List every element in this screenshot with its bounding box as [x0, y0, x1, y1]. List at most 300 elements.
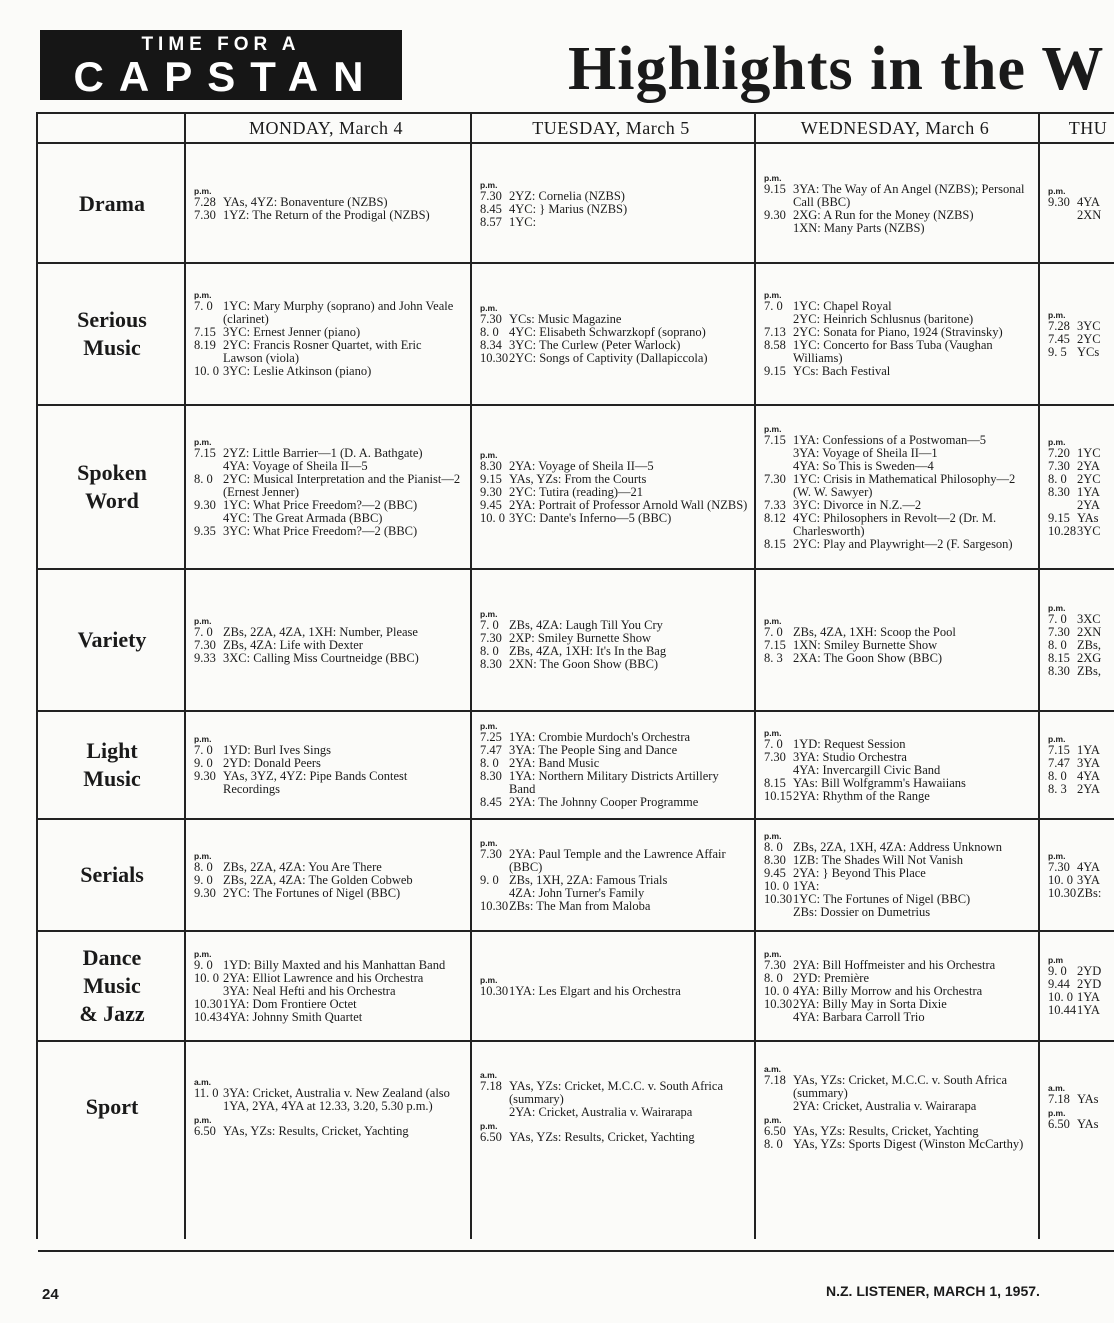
programme-time: 10.15 — [764, 788, 793, 803]
programme-text: 2XN — [1077, 624, 1102, 639]
schedule-cell — [194, 716, 464, 814]
programme-time: 8.34 — [480, 338, 502, 352]
programme-text: YCs — [1077, 344, 1100, 359]
programme-entry — [764, 1074, 1032, 1100]
category-line: Music — [83, 766, 141, 791]
programme-entry — [194, 770, 464, 796]
programme-text: YAs, YZs: Results, Cricket, Yachting — [223, 1123, 409, 1138]
row-divider — [38, 568, 1114, 570]
time-period-marker: p.m. — [480, 303, 498, 313]
programme-text: 3YA — [1077, 872, 1100, 887]
programme-text: 2XP: Smiley Burnette Show — [509, 631, 652, 645]
programme-time: 7.18 — [480, 1079, 502, 1093]
programme-entry — [194, 985, 464, 998]
programme-time: 7. 0 — [194, 743, 213, 757]
programme-text: 1YA: Crombie Murdoch's Orchestra — [509, 730, 691, 744]
programme-text: 2XG: A Run for the Money (NZBS) — [793, 208, 974, 222]
programme-entry — [764, 764, 1032, 777]
programme-text: 1XN: Smiley Burnette Show — [793, 637, 938, 652]
programme-text: ZBs, 2ZA, 4ZA, 1XH: Number, Please — [223, 624, 418, 639]
programme-entry — [194, 959, 464, 972]
programme-entry — [194, 512, 464, 525]
programme-text: 3YC: Leslie Atkinson (piano) — [223, 364, 372, 378]
schedule-cell — [480, 574, 748, 706]
programme-time: 8. 0 — [764, 970, 783, 985]
programme-time: 9.15 — [764, 182, 786, 196]
programme-text: 2YC: Francis Rosner Quartet, with Eric Lawson (viola) — [223, 338, 422, 365]
time-period-marker: p.m. — [764, 1114, 782, 1125]
programme-time: 7.30 — [480, 846, 502, 861]
programme-entry — [1048, 613, 1114, 626]
programme-time: 8.30 — [480, 657, 502, 671]
programme-time: 9.45 — [764, 866, 786, 880]
programme-text: 2YC: Heinrich Schlusnus (baritone) — [793, 312, 974, 326]
category-line: Sport — [85, 1094, 139, 1119]
programme-text: 1YA: Les Elgart and his Orchestra — [509, 983, 681, 998]
programme-time: 7.30 — [194, 208, 216, 222]
programme-time: 7.25 — [480, 730, 502, 744]
programme-text: 3YA — [1077, 756, 1100, 770]
time-period-marker: p.m. — [194, 734, 212, 744]
programme-entry — [480, 900, 748, 913]
programme-text: 2YA — [1077, 782, 1100, 796]
schedule-cell — [764, 824, 1032, 926]
programme-entry — [194, 1125, 464, 1138]
row-divider — [38, 262, 1114, 264]
time-period-marker: p.m. — [764, 423, 782, 434]
programme-time: 7. 0 — [1048, 611, 1067, 626]
programme-time: 9.45 — [480, 497, 502, 512]
programme-text: 2YD — [1077, 977, 1102, 991]
programme-time: 8.30 — [764, 853, 786, 867]
programme-entry — [1048, 861, 1114, 874]
programme-text: 1YC: The Fortunes of Nigel (BBC) — [793, 892, 971, 906]
programme-entry — [764, 499, 1032, 512]
programme-entry — [194, 1087, 464, 1113]
programme-text: 1YC: Crisis in Mathematical Philosophy—2 (W. W. Sawyer) — [793, 471, 1016, 499]
category-line: Music — [83, 973, 141, 998]
programme-text: 4YC: } Marius (NZBS) — [509, 201, 628, 216]
category-label — [40, 820, 184, 930]
programme-time — [764, 447, 793, 460]
programme-text: 2YC: Play and Playwright—2 (F. Sargeson) — [793, 536, 1013, 551]
programme-time: 7.18 — [1048, 1092, 1070, 1106]
programme-text: 4YA: Barbara Carroll Trio — [793, 1009, 925, 1024]
programme-time: 7. 0 — [194, 299, 213, 313]
schedule-cell — [764, 148, 1032, 260]
programme-time: 8. 0 — [1048, 471, 1067, 486]
programme-time: 10.30 — [480, 898, 509, 913]
programme-time: 9.30 — [194, 885, 216, 900]
programme-entry — [480, 216, 748, 229]
programme-entry — [194, 339, 464, 365]
programme-entry — [194, 365, 464, 378]
programme-text: 3YA: The People Sing and Dance — [509, 743, 678, 757]
time-period-marker: p.m. — [1048, 850, 1066, 861]
column-divider — [1038, 114, 1040, 1239]
schedule-cell — [480, 824, 748, 926]
programme-entry — [764, 222, 1032, 235]
programme-time: 10.30 — [764, 892, 793, 906]
programme-text: ZBs, 4ZA, 1XH: Scoop the Pool — [793, 624, 956, 639]
programme-text: 1YC: Mary Murphy (soprano) and John Veale (clarinet) — [223, 299, 454, 326]
programme-entry — [480, 796, 748, 809]
programme-entry — [1048, 1118, 1114, 1131]
programme-time: 8.30 — [480, 769, 502, 783]
programme-text: 4YC: The Great Armada (BBC) — [223, 510, 383, 525]
time-period-marker: p.m. — [480, 449, 498, 460]
programme-text: 2YC — [1077, 331, 1101, 346]
programme-text: 3YC — [1077, 523, 1101, 538]
programme-time: 7.20 — [1048, 445, 1070, 460]
programme-entry — [480, 770, 748, 796]
programme-time: 10. 0 — [194, 970, 219, 985]
programme-text: 2YA — [1077, 458, 1100, 473]
time-period-marker: p.m. — [480, 179, 498, 190]
programme-entry — [764, 365, 1032, 378]
programme-time — [764, 1011, 793, 1024]
programme-text: ZBs, — [1077, 637, 1101, 652]
programme-time: 7.30 — [1048, 458, 1070, 473]
column-divider — [470, 114, 472, 1239]
programme-time: 7.15 — [1048, 743, 1070, 757]
programme-text: ZBs: — [1077, 885, 1102, 900]
programme-entry — [194, 887, 464, 900]
programme-text: 2XA: The Goon Show (BBC) — [793, 650, 943, 665]
programme-text: 1YC — [1077, 445, 1101, 460]
programme-text: YAs, YZs: Sports Digest (Winston McCarthy) — [793, 1136, 1024, 1151]
category-label — [40, 406, 184, 568]
programme-entry — [764, 434, 1032, 447]
programme-text: 2YA: Elliot Lawrence and his Orchestra — [223, 970, 424, 985]
programme-entry — [194, 626, 464, 639]
programme-entry — [764, 447, 1032, 460]
row-divider — [38, 818, 1114, 820]
category-line: Variety — [77, 627, 147, 652]
time-period-marker: p.m. — [194, 850, 212, 861]
programme-text: 2YA: Cricket, Australia v. Wairarapa — [509, 1105, 693, 1119]
programme-text: YAs — [1077, 510, 1099, 525]
programme-entry — [194, 499, 464, 512]
programme-entry — [480, 658, 748, 671]
programme-entry — [764, 473, 1032, 499]
programme-time — [194, 985, 223, 998]
programme-time: 6.50 — [1048, 1117, 1070, 1131]
programme-entry — [480, 352, 748, 365]
programme-time — [1048, 209, 1077, 222]
day-header: THU — [1068, 118, 1108, 138]
programme-text: 1YA — [1077, 484, 1100, 499]
programme-entry — [764, 183, 1032, 209]
programme-time: 8.15 — [1048, 650, 1070, 665]
programme-entry — [194, 460, 464, 473]
category-label — [40, 932, 184, 1040]
programme-time: 7. 0 — [480, 618, 499, 632]
programme-time: 7.30 — [480, 631, 502, 645]
programme-entry — [480, 1106, 748, 1119]
programme-entry — [1048, 626, 1114, 639]
schedule-cell — [1048, 410, 1114, 564]
programme-time: 10. 0 — [480, 510, 505, 525]
programme-time — [764, 764, 793, 777]
row-divider — [38, 404, 1114, 406]
schedule-cell — [1048, 936, 1114, 1036]
programme-text: 4YC: Philosophers in Revolt—2 (Dr. M. Charlesworth) — [793, 510, 997, 538]
programme-text: 3YA: Cricket, Australia v. New Zealand (also 1YA, 2YA, 4YA at 12.33, 3.20, 5.30 p.m.) — [223, 1085, 450, 1113]
programme-time: 9. 5 — [1048, 344, 1067, 359]
programme-text: ZBs, 2ZA, 4ZA: The Golden Cobweb — [223, 872, 413, 887]
schedule-cell — [194, 410, 464, 564]
programme-text: 2YA: Band Music — [509, 756, 600, 770]
programme-text: 2YZ: Cornelia (NZBS) — [509, 188, 625, 203]
programme-time: 9.15 — [764, 364, 786, 378]
programme-time: 8. 3 — [764, 650, 783, 665]
programme-time: 9. 0 — [194, 957, 213, 972]
programme-entry — [1048, 346, 1114, 359]
schedule-cell — [480, 410, 748, 564]
programme-entry — [1048, 209, 1114, 222]
programme-entry — [764, 738, 1032, 751]
programme-entry — [480, 486, 748, 499]
programme-time: 8.15 — [764, 536, 786, 551]
programme-text: 1YC: Chapel Royal — [793, 299, 892, 313]
programme-time: 8.15 — [764, 775, 786, 790]
programme-text: 1YC: Concerto for Bass Tuba (Vaughan Williams) — [793, 338, 993, 365]
programme-entry — [1048, 447, 1114, 460]
programme-time: 8. 3 — [1048, 782, 1067, 796]
programme-entry — [480, 512, 748, 525]
programme-time: 10.30 — [194, 996, 223, 1011]
programme-time: 7.28 — [194, 195, 216, 209]
programme-text: 3YA: Voyage of Sheila II—1 — [793, 445, 938, 460]
programme-time: 8.30 — [480, 458, 502, 473]
time-period-marker: a.m. — [480, 1070, 498, 1080]
programme-text: YCs: Bach Festival — [793, 364, 891, 378]
programme-entry — [480, 499, 748, 512]
programme-text: YAs, YZs: From the Courts — [509, 471, 647, 486]
schedule-cell — [194, 936, 464, 1036]
programme-entry — [1048, 512, 1114, 525]
programme-time: 8. 0 — [764, 1136, 783, 1151]
programme-text: 2YC: Tutira (reading)—21 — [509, 484, 644, 499]
programme-entry — [764, 639, 1032, 652]
programme-entry — [764, 790, 1032, 803]
category-label — [40, 264, 184, 404]
programme-time: 10.30 — [480, 351, 509, 365]
schedule-cell — [194, 824, 464, 926]
programme-entry — [764, 998, 1032, 1011]
programme-entry — [1048, 473, 1114, 486]
programme-time: 8. 0 — [194, 859, 213, 874]
programme-time: 8. 0 — [1048, 637, 1067, 652]
programme-time: 8. 0 — [194, 471, 213, 486]
programme-text: 3YC — [1077, 318, 1101, 333]
category-line: Dance — [82, 945, 142, 970]
programme-text: YAs, 3YZ, 4YZ: Pipe Bands Contest Recordings — [223, 769, 408, 796]
programme-time: 7.30 — [764, 749, 786, 764]
programme-time: 7.30 — [480, 312, 502, 326]
programme-text: ZBs, 4ZA: Life with Dexter — [223, 637, 363, 652]
capstan-banner — [40, 30, 402, 100]
time-period-marker: p.m. — [480, 837, 498, 848]
time-period-marker: p.m. — [764, 727, 782, 738]
programme-entry — [1048, 333, 1114, 346]
programme-time: 6.50 — [764, 1123, 786, 1138]
column-divider — [184, 114, 186, 1239]
programme-text: YAs, YZs: Results, Cricket, Yachting — [509, 1130, 695, 1144]
programme-text: ZBs: Dossier on Dumetrius — [793, 905, 931, 919]
programme-text: 4ZA: John Turner's Family — [509, 885, 645, 900]
schedule-cell — [764, 1046, 1032, 1168]
schedule-cell — [480, 268, 748, 400]
programme-text: 3YA: Neal Hefti and his Orchestra — [223, 983, 396, 998]
time-period-marker: p.m. — [194, 436, 212, 447]
programme-text: 2YZ: Little Barrier—1 (D. A. Bathgate) — [223, 445, 423, 460]
programme-time — [1048, 499, 1077, 512]
programme-text: 1YD: Billy Maxted and his Manhattan Band — [223, 957, 446, 972]
programme-entry — [764, 906, 1032, 919]
programme-time: 10. 0 — [1048, 990, 1073, 1004]
programme-text: YAs — [1077, 1092, 1099, 1106]
time-period-marker: p.m. — [1048, 309, 1066, 320]
time-period-marker: p.m. — [1048, 436, 1066, 447]
category-line: Spoken — [77, 460, 147, 485]
programme-entry — [1048, 525, 1114, 538]
programme-text: 3YC: Dante's Inferno—5 (BBC) — [509, 510, 672, 525]
time-period-marker: p.m. — [194, 186, 212, 196]
programme-time: 7.47 — [480, 743, 502, 757]
programme-entry — [764, 512, 1032, 538]
programme-text: 2YC: The Fortunes of Nigel (BBC) — [223, 885, 401, 900]
row-divider — [38, 930, 1114, 932]
programme-time: 7.47 — [1048, 756, 1070, 770]
programme-time: 7.30 — [1048, 859, 1070, 874]
programme-entry — [1048, 783, 1114, 796]
programme-text: 2XN — [1077, 208, 1102, 222]
time-period-marker: p.m. — [764, 831, 782, 841]
programme-time — [194, 460, 223, 473]
programme-time: 8.57 — [480, 214, 502, 229]
time-period-marker: p.m. — [480, 721, 498, 731]
programme-text: 2YC: Songs of Captivity (Dallapiccola) — [509, 351, 708, 365]
time-period-marker: p.m. — [764, 948, 782, 959]
programme-time: 9.44 — [1048, 977, 1070, 991]
programme-time: 7. 0 — [764, 624, 783, 639]
programme-time — [764, 460, 793, 473]
programme-text: 1YZ: The Return of the Prodigal (NZBS) — [223, 208, 430, 222]
programme-time: 9.30 — [480, 484, 502, 499]
programme-time: 7.15 — [764, 432, 786, 447]
programme-text: 1YC: — [509, 214, 537, 229]
programme-entry — [1048, 499, 1114, 512]
programme-text: 1XN: Many Parts (NZBS) — [793, 221, 925, 235]
schedule-cell — [1048, 148, 1114, 260]
programme-entry — [764, 985, 1032, 998]
schedule-cell — [1048, 716, 1114, 814]
programme-text: ZBs, — [1077, 663, 1101, 678]
programme-entry — [1048, 320, 1114, 333]
programme-text: ZBs, 4ZA: Laugh Till You Cry — [509, 618, 663, 632]
programme-entry — [1048, 1004, 1114, 1017]
time-period-marker: a.m. — [1048, 1083, 1066, 1093]
programme-entry — [764, 538, 1032, 551]
programme-text: 1YD: Burl Ives Sings — [223, 743, 331, 757]
column-divider — [754, 114, 756, 1239]
programme-time: 9. 0 — [194, 872, 213, 887]
page-headline: Highlights in the W — [568, 35, 1105, 103]
programme-entry — [480, 887, 748, 900]
time-period-marker: p.m. — [764, 615, 782, 626]
programme-text: 4YA — [1077, 195, 1100, 209]
programme-time: 9. 0 — [1048, 964, 1067, 978]
programme-time: 9. 0 — [480, 872, 499, 887]
programme-time: 9.30 — [1048, 195, 1070, 209]
programme-text: 1ZB: The Shades Will Not Vanish — [793, 853, 963, 867]
schedule-cell — [194, 574, 464, 706]
programme-text: 2YA — [1077, 497, 1100, 512]
category-line: Light — [86, 738, 138, 763]
time-period-marker: p.m — [1048, 955, 1064, 965]
programme-entry — [764, 751, 1032, 764]
programme-time: 7.30 — [1048, 624, 1070, 639]
programme-text: 2YC: Musical Interpretation and the Pianist—2 (Ernest Jenner) — [223, 471, 461, 499]
programme-text: 1YA: Northern Military Districts Artillery Band — [509, 769, 719, 796]
programme-text: ZBs, 1XH, 2ZA: Famous Trials — [509, 872, 668, 887]
programme-time: 9.33 — [194, 650, 216, 665]
programme-time: 8.45 — [480, 795, 502, 809]
programme-time: 8.19 — [194, 338, 216, 352]
programme-time: 8. 0 — [480, 756, 499, 770]
programme-text: 3YC: The Curlew (Peter Warlock) — [509, 338, 681, 352]
programme-entry — [480, 1131, 748, 1144]
programme-time: 11. 0 — [194, 1085, 219, 1100]
programme-text: ZBs, 2ZA, 1XH, 4ZA: Address Unknown — [793, 840, 1003, 854]
programme-entry — [480, 848, 748, 874]
programme-time: 6.50 — [194, 1123, 216, 1138]
programme-entry — [194, 998, 464, 1011]
programme-entry — [764, 339, 1032, 365]
schedule-cell — [764, 936, 1032, 1036]
programme-text: 1YC: What Price Freedom?—2 (BBC) — [223, 497, 418, 512]
programme-time: 7.18 — [764, 1072, 786, 1087]
programme-time — [480, 887, 509, 900]
programme-time: 7.30 — [764, 957, 786, 972]
time-period-marker: p.m. — [1048, 602, 1066, 613]
programme-time: 8. 0 — [764, 840, 783, 854]
programme-entry — [194, 473, 464, 499]
time-period-marker: p.m. — [1048, 186, 1066, 196]
programme-time: 10.30 — [764, 996, 793, 1011]
programme-text: 2XN: The Goon Show (BBC) — [509, 657, 659, 671]
programme-time: 8.58 — [764, 338, 786, 352]
programme-time: 10. 0 — [194, 364, 219, 378]
programme-text: 3YA: Studio Orchestra — [793, 749, 907, 764]
programme-text: 2YA: Rhythm of the Range — [793, 788, 930, 803]
programme-time: 7.30 — [480, 188, 502, 203]
time-period-marker: p.m. — [194, 948, 212, 959]
programme-text: 3XC: Calling Miss Courtneidge (BBC) — [223, 650, 419, 665]
programme-entry — [480, 460, 748, 473]
programme-entry — [480, 985, 748, 998]
time-period-marker: p.m. — [764, 290, 782, 300]
programme-time: 8. 0 — [480, 644, 499, 658]
programme-entry — [194, 861, 464, 874]
day-header: WEDNESDAY, March 6 — [800, 118, 990, 138]
category-label — [40, 1042, 184, 1172]
schedule-cell — [764, 268, 1032, 400]
time-period-marker: p.m. — [480, 1121, 498, 1131]
schedule-cell — [480, 1046, 748, 1168]
